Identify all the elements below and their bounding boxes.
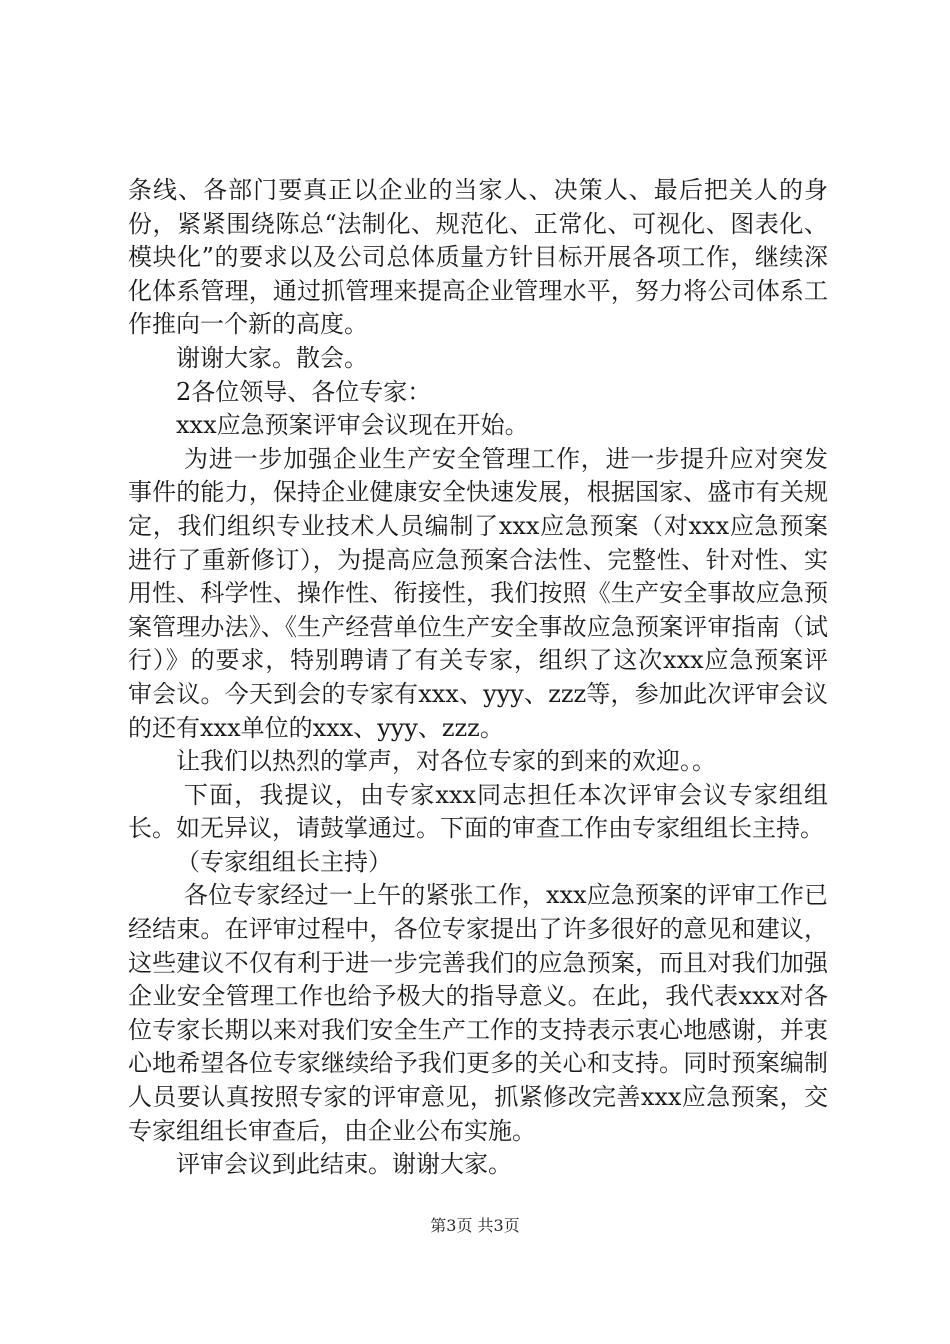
paragraph-meeting-start: xxx应急预案评审会议现在开始。 — [176, 411, 529, 440]
paragraph-thanks-dismiss: 谢谢大家。散会。 — [176, 343, 368, 372]
paragraph-continuation: 条线、各部门要真正以企业的当家人、决策人、最后把关人的身份，紧紧围绕陈总“法制化、规范化、正常化、可视化、图表化、模块化”的要求以及公司总体质量方针目标开展各项工作，继续深化体系管理，通过抓管理来提高企业管理水平，努力将公司体系工作推向一个新的高度。 — [128, 176, 828, 339]
paragraph-chair-note: （专家组组长主持） — [176, 847, 392, 876]
paragraph-salutation: 2各位领导、各位专家： — [176, 377, 432, 406]
paragraph-background: 为进一步加强企业生产安全管理工作，进一步提升应对突发事件的能力，保持企业健康安全快速发展，根据国家、盛市有关规定，我们组织专业技术人员编制了xxx应急预案（对xxx应急预案进行了重新修订），为提高应急预案合法性、完整性、针对性、实用性、科学性、操作性、衔接性，我们按照《生产安全事故应急预案管理办法》、《生产经营单位生产安全事故应急预案评审指南（试行）》的要求，特别聘请了有关专家，组织了这次xxx应急预案评审会议。今天到会的专家有xxx、yyy、zzz等，参加此次评审会议的还有xxx单位的xxx、yyy、zzz。 — [128, 444, 828, 742]
document-body — [128, 174, 828, 1182]
paragraph-welcome: 让我们以热烈的掌声，对各位专家的到来的欢迎。。 — [176, 747, 716, 776]
paragraph-closing: 评审会议到此结束。谢谢大家。 — [176, 1150, 512, 1179]
paragraph-conclusion: 各位专家经过一上午的紧张工作，xxx应急预案的评审工作已经结束。在评审过程中，各位专家提出了许多很好的意见和建议，这些建议不仅有利于进一步完善我们的应急预案，而且对我们加强企业安全管理工作也给予极大的指导意义。在此，我代表xxx对各位专家长期以来对我们安全生产工作的支持表示衷心地感谢，并衷心地希望各位专家继续给予我们更多的关心和支持。同时预案编制人员要认真按照专家的评审意见，抓紧修改完善xxx应急预案，交专家组组长审查后，由企业公布实施。 — [128, 881, 828, 1145]
page-number-footer: 第3页 共3页 — [430, 1216, 520, 1235]
paragraph-proposal: 下面，我提议，由专家xxx同志担任本次评审会议专家组组长。如无异议，请鼓掌通过。下面的审查工作由专家组组长主持。 — [128, 780, 828, 843]
